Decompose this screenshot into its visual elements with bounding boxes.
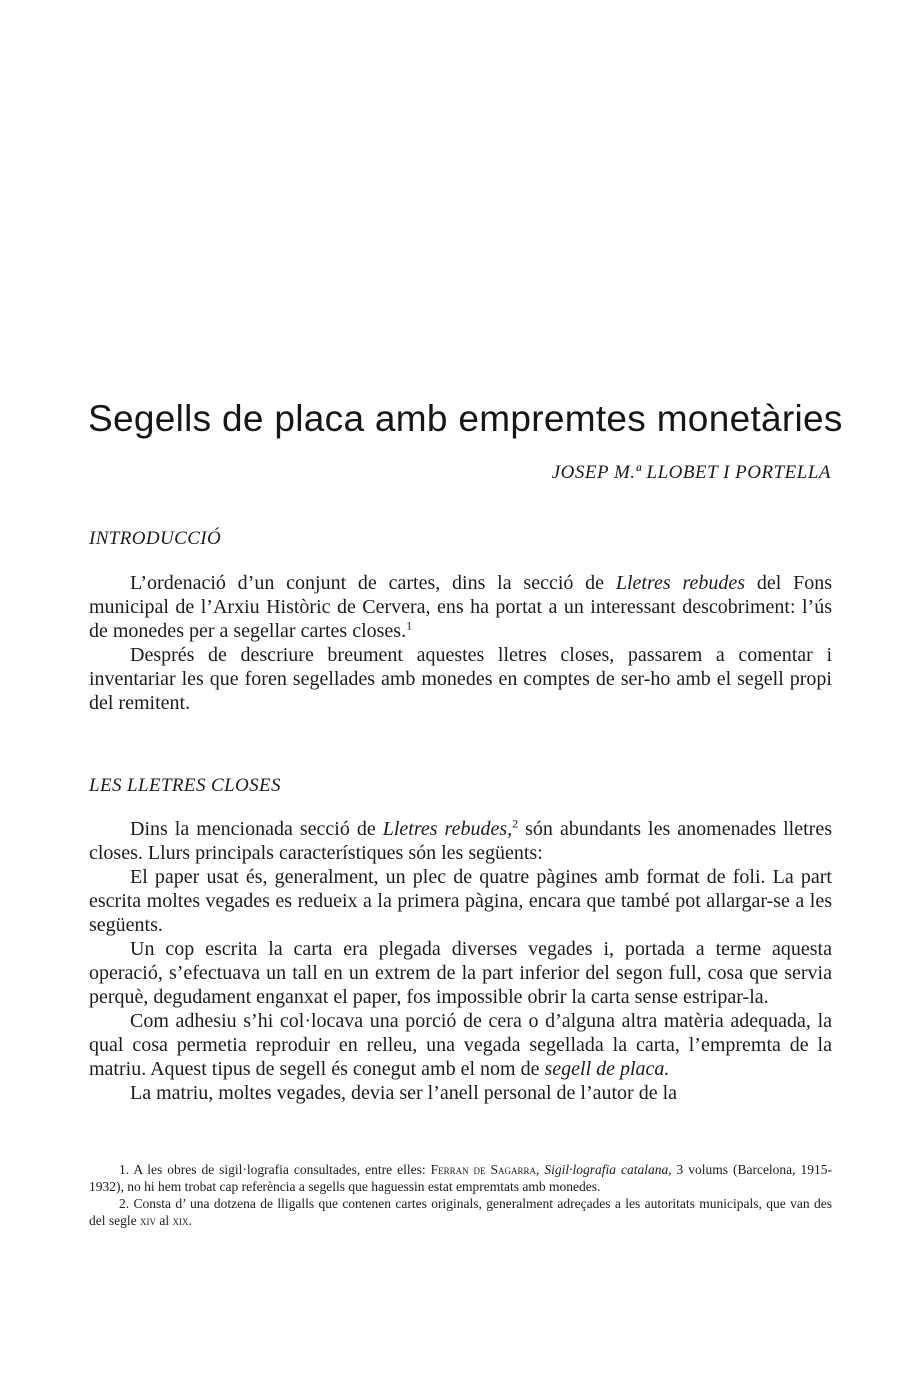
paragraph: L’ordenació d’un conjunt de cartes, dins la secció de Lletres rebudes del Fons municipal de l’Arxiu Històric de Cervera, ens ha portat a un interessant descobriment: l’ús de monedes per a segellar cartes closes.$^1$: [89, 572, 832, 642]
footnote-ref: 1: [406, 618, 413, 633]
footnotes: [89, 1161, 832, 1229]
paragraph: Dins la mencionada secció de Lletres rebudes,$^2$ són abundants les anomenades lletres closes. Llurs principals característiques són les següents:: [89, 816, 832, 864]
section-body-lletres-closes: [89, 817, 832, 1105]
article-title: Segells de placa amb empremtes monetàries: [88, 398, 843, 439]
section-heading-lletres-closes: LES LLETRES CLOSES: [89, 775, 281, 796]
footnote: 2. Consta d’ una dotzena de lligalls que contenen cartes originals, generalment adreçades a les autoritats municipals, que van des del segle xiv al xix.: [89, 1196, 832, 1228]
paragraph: El paper usat és, generalment, un plec de quatre pàgines amb format de foli. La part escrita moltes vegades es redueix a la primera pàgina, encara que també pot allargar-se a les següents.: [89, 866, 832, 936]
article-author: JOSEP M.ª LLOBET I PORTELLA: [551, 462, 831, 483]
paragraph: Com adhesiu s’hi col·locava una porció de cera o d’alguna altra matèria adequada, la qual cosa permetia reproduir en relleu, una vegada segellada la carta, l’empremta de la matriu. Aquest tipus de segell és conegut amb el nom de segell de placa.: [89, 1010, 832, 1080]
footnote: 1. A les obres de sigil·lografia consultades, entre elles: Ferran de Sagarra, Sigil·lografia catalana, 3 volums (Barcelona, 1915-1932), no hi hem trobat cap referència a segells que haguessin estat empremtats amb monedes.: [89, 1162, 833, 1194]
footnote-ref: 2: [512, 816, 519, 831]
section-heading-introduccio: INTRODUCCIÓ: [89, 528, 222, 549]
paragraph: Després de descriure breument aquestes lletres closes, passarem a comentar i inventariar les que foren segellades amb monedes en comptes de ser-ho amb el segell propi del remitent.: [89, 644, 832, 714]
section-body-introduccio: [89, 571, 832, 715]
paragraph: Un cop escrita la carta era plegada diverses vegades i, portada a terme aquesta operació, s’efectuava un tall en un extrem de la part inferior del segon full, cosa que servia perquè, degudament enganxat el paper, fos impossible obrir la carta sense estripar-la.: [89, 938, 832, 1008]
paragraph: La matriu, moltes vegades, devia ser l’anell personal de l’autor de la: [130, 1082, 678, 1104]
